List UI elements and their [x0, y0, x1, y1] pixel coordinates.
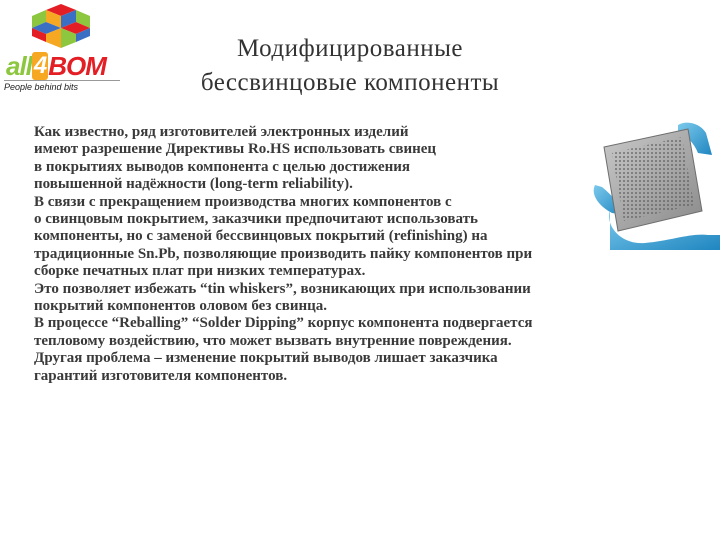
body-line: гарантий изготовителя компонентов.	[34, 367, 288, 384]
body-line: сборке печатных плат при низких температурах.	[34, 263, 366, 280]
body-line: о свинцовым покрытием, заказчики предпочитают использовать	[34, 211, 478, 228]
body-line: В связи с прекращением производства многих компонентов с	[34, 193, 452, 210]
body-text	[34, 124, 684, 385]
slide-title-line-1: Модифицированные	[236, 35, 464, 62]
body-line: Как известно, ряд изготовителей электронных изделий	[34, 124, 409, 140]
slide-title	[145, 32, 555, 100]
body-line: компоненты, но с заменой бессвинцовых покрытий (refinishing) на	[34, 228, 488, 245]
body-line: традиционные Sn.Pb, позволяющие производить пайку компонентов при	[34, 245, 533, 262]
body-line: В процессе “Reballing” “Solder Dipping” корпус компонента подвергается	[34, 315, 533, 332]
logo-tagline: People behind bits	[4, 80, 120, 92]
logo-word-4: 4	[33, 52, 47, 79]
body-line: Другая проблема – изменение покрытий выводов лишает заказчика	[34, 350, 498, 367]
logo-wordmark	[6, 52, 106, 80]
body-line: Это позволяет избежать “tin whiskers”, возникающих при использовании	[34, 280, 531, 297]
body-line: в покрытиях выводов компонента с целью достижения	[34, 158, 411, 175]
company-logo	[0, 0, 140, 100]
body-line: повышенной надёжности (long-term reliability).	[34, 176, 353, 193]
body-line: покрытий компонентов оловом без свинца.	[34, 298, 328, 315]
body-line: тепловому воздействию, что может вызвать внутренние повреждения.	[34, 332, 512, 349]
logo-word-bom: BOM	[48, 51, 106, 81]
colored-cube-icon	[30, 2, 92, 52]
body-line: имеют разрешение Директивы Ro.HS использовать свинец	[34, 141, 437, 158]
slide-title-line-2: бессвинцовые компоненты	[200, 69, 500, 96]
logo-word-all: all	[6, 51, 32, 81]
